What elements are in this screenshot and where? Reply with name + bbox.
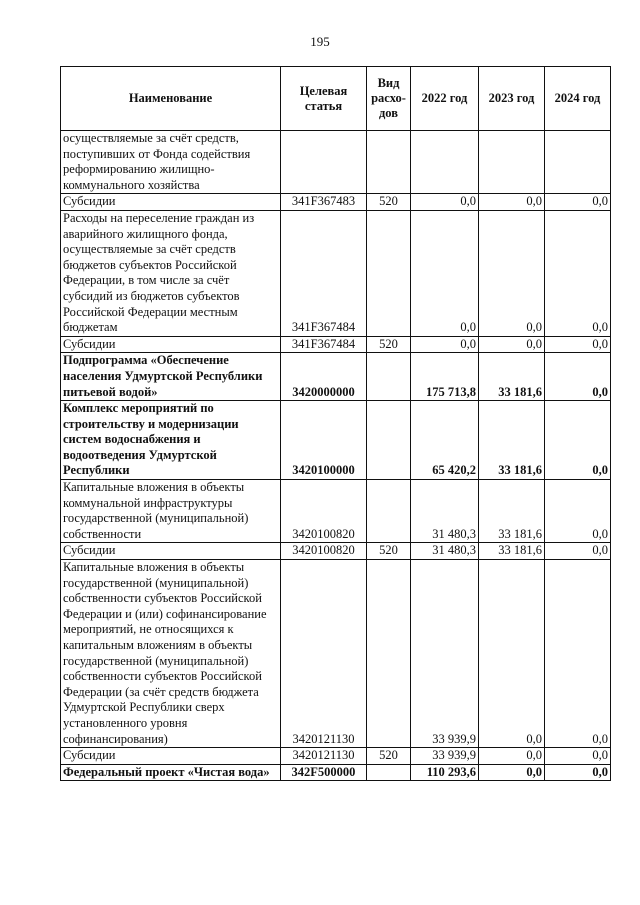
row-kind <box>367 210 411 336</box>
row-2022: 31 480,3 <box>411 543 479 560</box>
row-kind: 520 <box>367 543 411 560</box>
row-2024: 0,0 <box>545 764 611 781</box>
row-2022 <box>411 131 479 194</box>
row-2022: 33 939,9 <box>411 560 479 748</box>
row-kind <box>367 353 411 401</box>
row-2024: 0,0 <box>545 480 611 543</box>
row-code: 341F367484 <box>281 210 367 336</box>
row-2022: 0,0 <box>411 194 479 211</box>
page-number: 195 <box>310 34 330 49</box>
row-2024: 0,0 <box>545 543 611 560</box>
table-row <box>61 480 611 543</box>
row-kind: 520 <box>367 194 411 211</box>
row-kind <box>367 480 411 543</box>
row-2023: 33 181,6 <box>479 543 545 560</box>
row-2022: 0,0 <box>411 210 479 336</box>
row-2023: 33 181,6 <box>479 401 545 480</box>
row-2022: 65 420,2 <box>411 401 479 480</box>
row-name: Капитальные вложения в объекты коммунальной инфраструктуры государственной (муниципальной) собственности <box>61 480 281 543</box>
row-2024: 0,0 <box>545 401 611 480</box>
row-2024: 0,0 <box>545 210 611 336</box>
table-row <box>61 210 611 336</box>
row-2023: 0,0 <box>479 764 545 781</box>
row-kind <box>367 131 411 194</box>
row-2023: 33 181,6 <box>479 353 545 401</box>
row-2022: 175 713,8 <box>411 353 479 401</box>
row-2024: 0,0 <box>545 194 611 211</box>
header-2024: 2024 год <box>545 67 611 131</box>
table-row <box>61 194 611 211</box>
row-2024: 0,0 <box>545 748 611 765</box>
row-2022: 0,0 <box>411 336 479 353</box>
row-code: 3420100820 <box>281 543 367 560</box>
row-name: Субсидии <box>61 748 281 765</box>
row-name: Капитальные вложения в объекты государственной (муниципальной) собственности субъектов Российской Федерации и (или) софинансирование мероприятий, не относящихся к капитальным вложениям в объекты государственной (муниципальной) собственности субъектов Российской Федерации (за счёт средств бюджета Удмуртской Республики сверх установленного уровня софинансирования) <box>61 560 281 748</box>
row-code: 341F367483 <box>281 194 367 211</box>
row-2022: 31 480,3 <box>411 480 479 543</box>
row-code: 341F367484 <box>281 336 367 353</box>
table-header-row <box>61 67 611 131</box>
row-name: Субсидии <box>61 543 281 560</box>
header-name: Наименование <box>61 67 281 131</box>
row-code <box>281 131 367 194</box>
header-2022: 2022 год <box>411 67 479 131</box>
row-2024: 0,0 <box>545 336 611 353</box>
row-name: осуществляемые за счёт средств, поступивших от Фонда содействия реформированию жилищно-коммунального хозяйства <box>61 131 281 194</box>
row-2023: 33 181,6 <box>479 480 545 543</box>
row-name: Расходы на переселение граждан из аварийного жилищного фонда, осуществляемые за счёт средств бюджетов субъектов Российской Федерации, в том числе за счёт субсидий из бюджетов субъектов Российской Федерации местным бюджетам <box>61 210 281 336</box>
header-kind: Вид расхо-дов <box>367 67 411 131</box>
table-row <box>61 336 611 353</box>
row-2022: 110 293,6 <box>411 764 479 781</box>
row-name: Субсидии <box>61 194 281 211</box>
row-code: 3420100000 <box>281 401 367 480</box>
row-kind: 520 <box>367 748 411 765</box>
table-row <box>61 748 611 765</box>
budget-table <box>60 66 611 781</box>
table-row <box>61 353 611 401</box>
table-row <box>61 560 611 748</box>
row-code: 3420100820 <box>281 480 367 543</box>
row-2023: 0,0 <box>479 336 545 353</box>
row-code: 3420121130 <box>281 560 367 748</box>
row-2024 <box>545 131 611 194</box>
row-name: Подпрограмма «Обеспечение населения Удмуртской Республики питьевой водой» <box>61 353 281 401</box>
header-2023: 2023 год <box>479 67 545 131</box>
table-row <box>61 131 611 194</box>
row-2024: 0,0 <box>545 560 611 748</box>
row-code: 342F500000 <box>281 764 367 781</box>
row-code: 3420000000 <box>281 353 367 401</box>
row-name: Комплекс мероприятий по строительству и модернизации систем водоснабжения и водоотведения Удмуртской Республики <box>61 401 281 480</box>
row-2023: 0,0 <box>479 560 545 748</box>
row-kind <box>367 560 411 748</box>
row-2024: 0,0 <box>545 353 611 401</box>
header-code: Целевая статья <box>281 67 367 131</box>
table-row <box>61 543 611 560</box>
row-code: 3420121130 <box>281 748 367 765</box>
row-kind: 520 <box>367 336 411 353</box>
row-2023: 0,0 <box>479 194 545 211</box>
table-row <box>61 401 611 480</box>
row-2022: 33 939,9 <box>411 748 479 765</box>
row-kind <box>367 401 411 480</box>
row-name: Федеральный проект «Чистая вода» <box>61 764 281 781</box>
row-2023: 0,0 <box>479 210 545 336</box>
row-2023 <box>479 131 545 194</box>
row-name: Субсидии <box>61 336 281 353</box>
row-2023: 0,0 <box>479 748 545 765</box>
row-kind <box>367 764 411 781</box>
table-row <box>61 764 611 781</box>
